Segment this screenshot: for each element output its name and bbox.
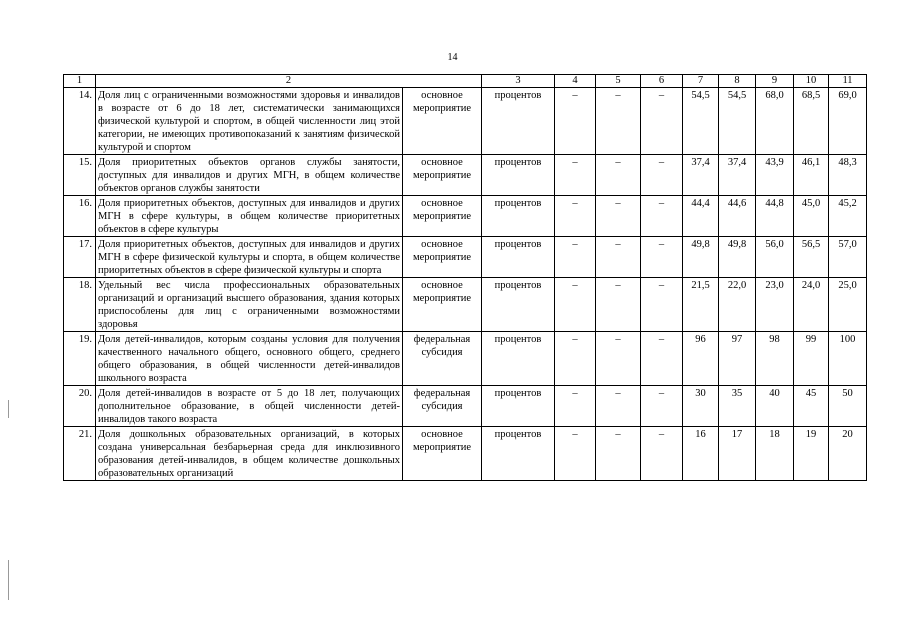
row-number: 20. xyxy=(64,386,96,427)
table-row xyxy=(64,88,867,155)
value-col-9: 98 xyxy=(756,332,794,386)
unit: процентов xyxy=(482,386,555,427)
row-number: 17. xyxy=(64,237,96,278)
value-col-6: – xyxy=(641,386,683,427)
value-col-5: – xyxy=(596,427,641,481)
value-col-8: 22,0 xyxy=(719,278,756,332)
value-col-6: – xyxy=(641,332,683,386)
table-row xyxy=(64,427,867,481)
indicator-name: Доля дошкольных образовательных организаций, в которых создана универсальная безбарьерная среда для инклюзивного образования детей-инвалидов, в общем количестве дошкольных образовательных организаций xyxy=(96,427,403,481)
unit: процентов xyxy=(482,196,555,237)
value-col-4: – xyxy=(555,332,596,386)
unit: процентов xyxy=(482,278,555,332)
table-row xyxy=(64,332,867,386)
row-number: 16. xyxy=(64,196,96,237)
header-cell: 5 xyxy=(596,75,641,88)
value-col-10: 45,0 xyxy=(794,196,829,237)
value-col-11: 100 xyxy=(829,332,867,386)
row-number: 21. xyxy=(64,427,96,481)
value-col-9: 40 xyxy=(756,386,794,427)
value-col-9: 43,9 xyxy=(756,155,794,196)
value-col-6: – xyxy=(641,278,683,332)
indicator-name: Доля приоритетных объектов органов службы занятости, доступных для инвалидов и других МГН, в общем количестве объектов органов службы занятости xyxy=(96,155,403,196)
value-col-5: – xyxy=(596,88,641,155)
value-col-6: – xyxy=(641,155,683,196)
row-number: 18. xyxy=(64,278,96,332)
indicator-name: Доля лиц с ограниченными возможностями здоровья и инвалидов в возрасте от 6 до 18 лет, систематически занимающихся физической культурой и спортом, в общей численности лиц этой категории, не имеющих противопоказаний к занятиям физической культурой и спортом xyxy=(96,88,403,155)
table-row xyxy=(64,155,867,196)
value-col-9: 18 xyxy=(756,427,794,481)
value-col-5: – xyxy=(596,332,641,386)
unit: процентов xyxy=(482,155,555,196)
margin-mark xyxy=(8,400,9,418)
margin-mark xyxy=(8,560,9,600)
value-col-9: 68,0 xyxy=(756,88,794,155)
value-col-8: 97 xyxy=(719,332,756,386)
funding-source: федеральная субсидия xyxy=(403,386,482,427)
value-col-11: 20 xyxy=(829,427,867,481)
value-col-9: 23,0 xyxy=(756,278,794,332)
value-col-7: 49,8 xyxy=(683,237,719,278)
funding-source: основное мероприятие xyxy=(403,155,482,196)
indicator-name: Доля приоритетных объектов, доступных для инвалидов и других МГН в сфере физической культуры и спорта, в общем количестве приоритетных объектов в сфере физической культуры и спорта xyxy=(96,237,403,278)
indicator-name: Удельный вес числа профессиональных образовательных организаций и организаций высшего образования, здания которых приспособлены для лиц с ограниченными возможностями здоровья xyxy=(96,278,403,332)
header-cell: 7 xyxy=(683,75,719,88)
value-col-6: – xyxy=(641,196,683,237)
funding-source: основное мероприятие xyxy=(403,88,482,155)
header-cell: 10 xyxy=(794,75,829,88)
value-col-5: – xyxy=(596,155,641,196)
table-body xyxy=(64,88,867,481)
unit: процентов xyxy=(482,237,555,278)
value-col-7: 54,5 xyxy=(683,88,719,155)
value-col-10: 99 xyxy=(794,332,829,386)
indicator-name: Доля приоритетных объектов, доступных для инвалидов и других МГН в сфере культуры, в общем количестве приоритетных объектов в сфере культуры xyxy=(96,196,403,237)
value-col-5: – xyxy=(596,196,641,237)
header-cell: 11 xyxy=(829,75,867,88)
value-col-11: 25,0 xyxy=(829,278,867,332)
funding-source: основное мероприятие xyxy=(403,278,482,332)
value-col-6: – xyxy=(641,237,683,278)
value-col-10: 45 xyxy=(794,386,829,427)
header-cell: 3 xyxy=(482,75,555,88)
value-col-4: – xyxy=(555,278,596,332)
value-col-7: 30 xyxy=(683,386,719,427)
unit: процентов xyxy=(482,332,555,386)
header-cell: 6 xyxy=(641,75,683,88)
value-col-9: 56,0 xyxy=(756,237,794,278)
header-cell: 2 xyxy=(96,75,482,88)
header-cell: 8 xyxy=(719,75,756,88)
indicators-table xyxy=(63,74,867,481)
indicator-name: Доля детей-инвалидов, которым созданы условия для получения качественного начального общего, основного общего, среднего общего образования, в общей численности детей-инвалидов школьного возраста xyxy=(96,332,403,386)
value-col-4: – xyxy=(555,196,596,237)
table-row xyxy=(64,278,867,332)
value-col-10: 24,0 xyxy=(794,278,829,332)
value-col-7: 16 xyxy=(683,427,719,481)
value-col-6: – xyxy=(641,427,683,481)
value-col-5: – xyxy=(596,386,641,427)
value-col-11: 57,0 xyxy=(829,237,867,278)
value-col-8: 44,6 xyxy=(719,196,756,237)
value-col-11: 50 xyxy=(829,386,867,427)
value-col-7: 21,5 xyxy=(683,278,719,332)
value-col-4: – xyxy=(555,427,596,481)
value-col-7: 44,4 xyxy=(683,196,719,237)
value-col-8: 35 xyxy=(719,386,756,427)
value-col-5: – xyxy=(596,278,641,332)
value-col-8: 54,5 xyxy=(719,88,756,155)
value-col-10: 46,1 xyxy=(794,155,829,196)
value-col-4: – xyxy=(555,237,596,278)
table-row xyxy=(64,386,867,427)
funding-source: федеральная субсидия xyxy=(403,332,482,386)
value-col-11: 45,2 xyxy=(829,196,867,237)
value-col-8: 49,8 xyxy=(719,237,756,278)
value-col-8: 17 xyxy=(719,427,756,481)
value-col-8: 37,4 xyxy=(719,155,756,196)
header-cell: 1 xyxy=(64,75,96,88)
page-number: 14 xyxy=(447,52,458,63)
value-col-10: 19 xyxy=(794,427,829,481)
value-col-10: 56,5 xyxy=(794,237,829,278)
unit: процентов xyxy=(482,427,555,481)
table-row xyxy=(64,237,867,278)
value-col-5: – xyxy=(596,237,641,278)
header-cell: 4 xyxy=(555,75,596,88)
value-col-4: – xyxy=(555,88,596,155)
value-col-10: 68,5 xyxy=(794,88,829,155)
value-col-4: – xyxy=(555,155,596,196)
funding-source: основное мероприятие xyxy=(403,196,482,237)
value-col-7: 96 xyxy=(683,332,719,386)
table-header-row xyxy=(64,75,867,88)
row-number: 14. xyxy=(64,88,96,155)
table-row xyxy=(64,196,867,237)
value-col-6: – xyxy=(641,88,683,155)
header-cell: 9 xyxy=(756,75,794,88)
unit: процентов xyxy=(482,88,555,155)
funding-source: основное мероприятие xyxy=(403,427,482,481)
funding-source: основное мероприятие xyxy=(403,237,482,278)
value-col-4: – xyxy=(555,386,596,427)
value-col-11: 69,0 xyxy=(829,88,867,155)
value-col-11: 48,3 xyxy=(829,155,867,196)
value-col-7: 37,4 xyxy=(683,155,719,196)
row-number: 19. xyxy=(64,332,96,386)
row-number: 15. xyxy=(64,155,96,196)
indicator-name: Доля детей-инвалидов в возрасте от 5 до 18 лет, получающих дополнительное образование, в общей численности детей-инвалидов такого возраста xyxy=(96,386,403,427)
value-col-9: 44,8 xyxy=(756,196,794,237)
